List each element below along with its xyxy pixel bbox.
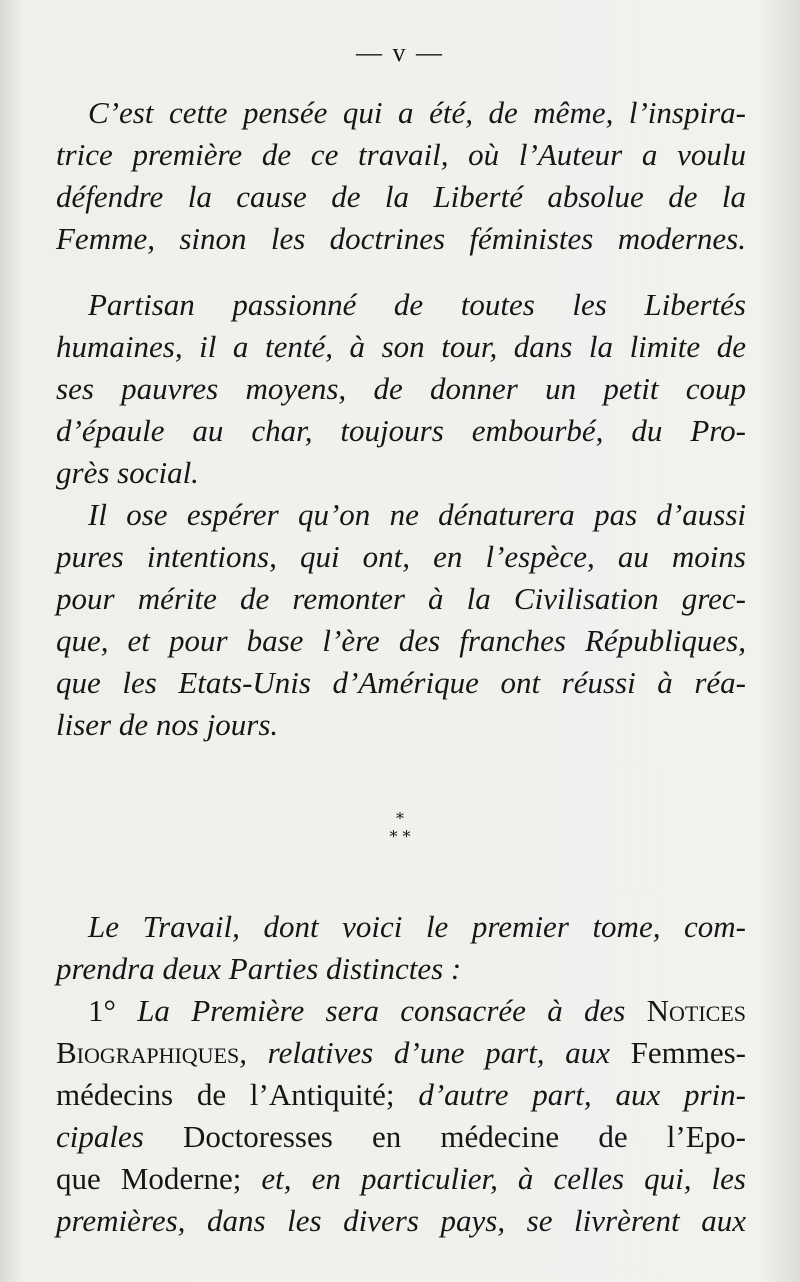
text-span: Doctoresses en médecine de l’Epo- bbox=[143, 1119, 746, 1154]
text-line bbox=[56, 1032, 746, 1074]
text-span: et, en particulier, à celles qui, les bbox=[261, 1161, 746, 1196]
text-line bbox=[56, 1116, 746, 1158]
paragraph-3 bbox=[56, 494, 746, 746]
text-line: Il ose espérer qu’on ne dénaturera pas d’aussi bbox=[88, 497, 746, 532]
text-line: premières, dans les divers pays, se livrèrent aux bbox=[56, 1203, 746, 1238]
text-span: d’autre part, aux prin- bbox=[418, 1077, 746, 1112]
text-line: pour mérite de remonter à la Civilisation grec- bbox=[56, 581, 746, 616]
text-line: ses pauvres moyens, de donner un petit coup bbox=[56, 371, 746, 406]
ordinal-number: 1° bbox=[88, 993, 116, 1028]
text-span: La Première sera consacrée à des bbox=[115, 993, 647, 1028]
text-span: médecins de l’Antiquité; bbox=[56, 1077, 419, 1112]
text-line: prendra deux Parties distinctes : bbox=[56, 951, 462, 986]
text-span: , relatives d’une part, aux bbox=[239, 1035, 631, 1070]
text-line: trice première de ce travail, où l’Auteur a voulu bbox=[56, 137, 746, 172]
text-line: pures intentions, qui ont, en l’espèce, au moins bbox=[56, 539, 746, 574]
paragraph-5 bbox=[56, 990, 746, 1242]
text-line bbox=[56, 1074, 746, 1116]
text-line: d’épaule au char, toujours embourbé, du Pro- bbox=[56, 413, 746, 448]
text-line bbox=[56, 1158, 746, 1200]
text-span: cipales bbox=[56, 1119, 144, 1154]
text-line: défendre la cause de la Liberté absolue de la bbox=[56, 179, 746, 214]
text-line: humaines, il a tenté, à son tour, dans la limite de bbox=[56, 329, 746, 364]
paragraph-4 bbox=[56, 906, 746, 990]
text-span: que Moderne; bbox=[56, 1161, 262, 1196]
small-caps-span: Notices bbox=[646, 993, 746, 1028]
text-line: Partisan passionné de toutes les Libertés bbox=[88, 287, 746, 322]
asterism-bottom: * * bbox=[389, 827, 411, 846]
text-line: que, et pour base l’ère des franches Républiques, bbox=[56, 623, 746, 658]
text-span: Femmes- bbox=[630, 1035, 746, 1070]
paragraph-1 bbox=[56, 92, 746, 260]
text-line: liser de nos jours. bbox=[56, 707, 279, 742]
text-line: grès social. bbox=[56, 455, 199, 490]
small-caps-span: Biographiques bbox=[56, 1035, 240, 1070]
text-line: que les Etats-Unis d’Amérique ont réussi à réa- bbox=[56, 665, 746, 700]
asterism bbox=[0, 810, 800, 846]
asterism-top: * bbox=[396, 809, 404, 828]
text-line bbox=[56, 990, 746, 1032]
body-text-top bbox=[56, 92, 746, 746]
paragraph-2 bbox=[56, 284, 746, 494]
text-line: Femme, sinon les doctrines féministes modernes. bbox=[56, 221, 746, 256]
text-line: Le Travail, dont voici le premier tome, com- bbox=[88, 909, 746, 944]
body-text-bottom bbox=[56, 906, 746, 1242]
text-line: C’est cette pensée qui a été, de même, l’inspira- bbox=[88, 95, 746, 130]
page-number: — v — bbox=[356, 38, 444, 67]
